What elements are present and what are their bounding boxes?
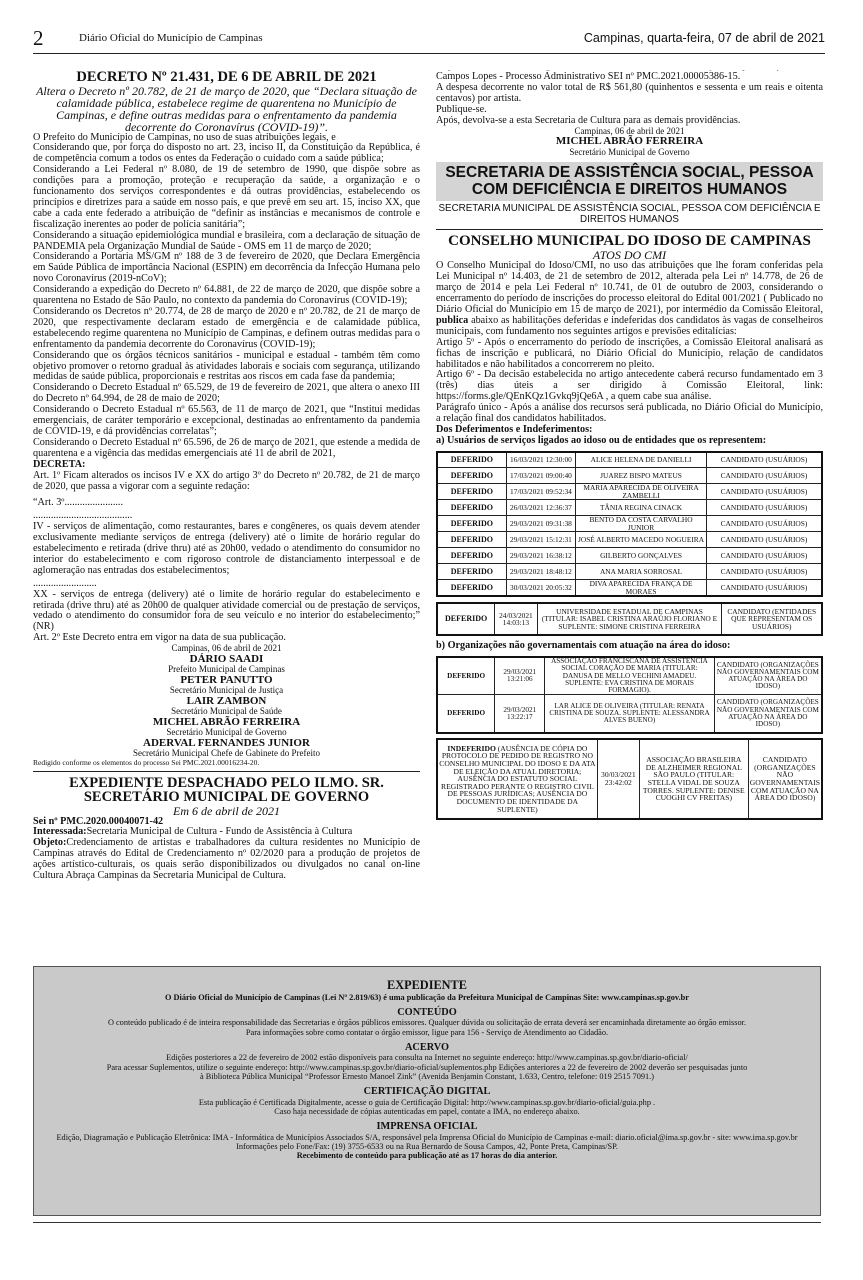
table-row bbox=[437, 468, 822, 484]
status-cell: INDEFERIDO (AUSÊNCIA DE CÓPIA DO PROTOCOLO DE PEDIDO DE REGISTRO NO CONSELHO MUNICIPAL DO IDOSO E DA ATA DE ELEIÇÃO DA ATUAL DIRETORIA; AUSÊNCIA DO ESTATUTO SOCIAL REGISTRADO PERANTE O REGISTRO CIVIL DE PESSOAS JURÍDICAS; AUSÊNCIA DO DOCUMENTO DE IDENTIDADE DA SUPLENTE) bbox=[437, 739, 597, 819]
status-cell: DEFERIDO bbox=[437, 500, 506, 516]
publication-title: Diário Oficial do Município de Campinas bbox=[79, 32, 263, 44]
bottom-rule bbox=[33, 1222, 821, 1223]
signature-name: DÁRIO SAADI bbox=[189, 652, 264, 665]
name-cell: UNIVERSIDADE ESTADUAL DE CAMPINAS (TITULAR: ISABEL CRISTINA ARAÚJO FLORIANO E SUPLENTE: SIMONE CRISTINA FERREIRA bbox=[537, 603, 722, 635]
decree-paragraph: Considerando que os órgãos técnicos sanitários - municipal e estadual - também têm como objetivo promover o retorno gradual às atividades laborais e sociais com segurança, utilizando medidas de saúde pública, proporcionais e restritas aos riscos em cada fase da pandemia; bbox=[33, 349, 420, 383]
name-cell: JUAREZ BISPO MATEUS bbox=[576, 468, 707, 484]
decree-summary: Altera o Decreto nº 20.782, de 21 de março de 2020, que “Declara situação de calamidade pública, estabelece regime de quarentena no Município de Campinas, e define outras medidas para o enfrentamento da pandemia decorrente do Coronavírus (COVID-19)”. bbox=[36, 83, 417, 134]
footer-title: EXPEDIENTE bbox=[387, 978, 467, 992]
date-cell: 29/03/2021 09:31:38 bbox=[506, 516, 575, 532]
table-row bbox=[437, 548, 822, 564]
date-cell: 30/03/2021 23:42:02 bbox=[597, 739, 639, 819]
name-cell: ASSOCIAÇÃO FRANCISCANA DE ASSISTÊNCIA SOCIAL CORAÇÃO DE MARIA (TITULAR: DANUSA DE MELLO VECHINI AMADEU. SUPLENTE: EVA CRISTINA DE MORAIS FORMAGIO). bbox=[545, 657, 714, 695]
conselho-title: CONSELHO MUNICIPAL DO IDOSO DE CAMPINAS bbox=[448, 233, 811, 250]
category-cell: CANDIDATO (USUÁRIOS) bbox=[706, 564, 822, 580]
signature-name: MICHEL ABRÃO FERREIRA bbox=[555, 135, 704, 148]
conselho-paragrafo: Parágrafo único - Após a análise dos recursos será publicada, no Diário Oficial do Município, a relação final dos candidatos habilitados. bbox=[436, 402, 823, 425]
name-cell: LAR ALICE DE OLIVEIRA (TITULAR: RENATA CRISTINA DE SOUZA. SUPLENTE: ALESSANDRA ALVES BUENO) bbox=[545, 695, 714, 733]
expediente-sei: Sei nº PMC.2020.00040071-42 bbox=[33, 815, 164, 827]
decree-paragraph: Considerando que, por força do disposto no art. 23, inciso II, da Constituição da República, é de competência comum a todos os entes da Federação o cuidado com a saúde pública; bbox=[33, 142, 420, 165]
footer-imprensa-heading: IMPRENSA OFICIAL bbox=[376, 1121, 478, 1133]
decree-quote-open: “Art. 3º....................... bbox=[33, 497, 124, 509]
signature-name: ADERVAL FERNANDES JUNIOR bbox=[143, 736, 310, 749]
category-cell: CANDIDATO (USUÁRIOS) bbox=[706, 532, 822, 548]
indeferidos-table bbox=[436, 738, 823, 820]
decree-signatures bbox=[33, 644, 420, 758]
expediente-objeto: Objeto:Credenciamento de artistas e trabalhadores da cultura residentes no Município de Campinas através do Edital de Credenciamento nº 02/2020 para a produção de projetos de ações artístico-culturais, os quais serão disponibilizados ou divulgados no canal on-line Cultura Abraça Campinas da Secretaria Municipal de Cultura. bbox=[33, 837, 420, 882]
name-cell: MARIA APARECIDA DE OLIVEIRA ZAMBELLI bbox=[576, 484, 707, 500]
footer-conteudo-1: O conteúdo publicado é de inteira responsabilidade das Secretarias e órgãos públicos emissores. Qualquer dúvida ou solicitação de errata deverá ser encaminhada diretamente ao órgão emissor. bbox=[107, 1018, 747, 1028]
footer-conteudo-heading: CONTEÚDO bbox=[397, 1006, 457, 1018]
signature-list bbox=[33, 654, 420, 759]
category-cell: CANDIDATO (ORGANIZAÇÕES NÃO GOVERNAMENTAIS COM ATUAÇÃO NA ÁREA DO IDOSO) bbox=[714, 695, 822, 733]
publication-date: Campinas, quarta-feira, 07 de abril de 2021 bbox=[583, 31, 825, 45]
secretaria-subtitle: SECRETARIA MUNICIPAL DE ASSISTÊNCIA SOCIAL, PESSOA COM DEFICIÊNCIA E DIREITOS HUMANOS bbox=[438, 202, 821, 225]
signature-role: Secretário Municipal de Justiça bbox=[169, 685, 284, 696]
decree-dots-1: ....................................... bbox=[33, 510, 133, 522]
name-cell: GILBERTO GONÇALVES bbox=[576, 548, 707, 564]
signature-place: Campinas, 06 de abril de 2021 bbox=[171, 643, 282, 654]
signature-name: LAIR ZAMBON bbox=[186, 694, 267, 707]
table-row bbox=[437, 603, 822, 635]
name-cell: TÂNIA REGINA CINACK bbox=[576, 500, 707, 516]
footer-cert-heading: CERTIFICAÇÃO DIGITAL bbox=[363, 1086, 491, 1098]
page-header bbox=[33, 24, 825, 54]
conselho-art5: Artigo 5º - Após o encerramento do período de inscrições, a Comissão Eleitoral analisará as fichas de inscrição e publicará, no Diário Oficial do Município, relação de candidatos habilitados e não habilitados a concorrerem no pleito. bbox=[436, 336, 823, 370]
decree-paragraph: O Prefeito do Município de Campinas, no uso de suas atribuições legais, e bbox=[33, 131, 336, 143]
name-cell: JOSÉ ALBERTO MACEDO NOGUEIRA bbox=[576, 532, 707, 548]
signature-role: Secretário Municipal de Saúde bbox=[171, 706, 282, 717]
decree-title: DECRETO Nº 21.431, DE 6 DE ABRIL DE 2021 bbox=[76, 70, 377, 85]
name-cell: ANA MARIA SORROSAL bbox=[576, 564, 707, 580]
decree-inciso-iv: IV - serviços de alimentação, como restaurantes, bares e congêneres, os quais devem atender exclusivamente mediante serviços de entrega (delivery) até o limite de horário regular do estabelecimento e retirada (drive thru) até as 20h00, vedado o atendimento do consumidor no interior do estabelecimento e com rigoroso controle de distanciamento interpessoal e de aglomeração nas entradas dos estabelecimentos; bbox=[33, 521, 420, 576]
date-cell: 16/03/2021 12:30:00 bbox=[506, 452, 575, 468]
expediente-p5: Após, devolva-se a esta Secretaria de Cultura para as demais providências. bbox=[436, 114, 741, 126]
expediente-p2: Campos Lopes - Processo Administrativo SEI nº PMC.2021.00005386-15. bbox=[436, 71, 741, 83]
expediente-p3: A despesa decorrente no valor total de R$ 561,80 (quinhentos e sessenta e um reais e oitenta centavos) por artista. bbox=[436, 82, 823, 105]
status-cell: DEFERIDO bbox=[437, 484, 506, 500]
category-cell: CANDIDATO (USUÁRIOS) bbox=[706, 548, 822, 564]
decree-paragraph: Considerando o Decreto Estadual nº 65.563, de 11 de março de 2021, que “Institui medidas emergenciais, de caráter temporário e excepcional, destinadas ao enfrentamento da pandemia de COVID-19, e dá providências correlatas”; bbox=[33, 404, 420, 437]
table-row bbox=[437, 564, 822, 580]
decree-note: Redigido conforme os elementos do processo Sei PMC.2021.00016234-20. bbox=[33, 757, 260, 767]
left-column bbox=[33, 70, 420, 948]
date-cell: 29/03/2021 13:21:06 bbox=[495, 657, 545, 695]
footer-imprensa-2: Recebimento de conteúdo para publicação até as 17 horas do dia anterior. bbox=[296, 1151, 558, 1161]
date-cell: 24/03/2021 14:03:13 bbox=[495, 603, 537, 635]
category-cell: CANDIDATO (ENTIDADES QUE REPRESENTAM OS USUÁRIOS) bbox=[722, 603, 822, 635]
date-cell: 29/03/2021 13:22:17 bbox=[495, 695, 545, 733]
decree-art1: Art. 1º Ficam alterados os incisos IV e XX do artigo 3º do Decreto nº 20.782, de 21 de março de 2020, que passa a vigorar com a seguinte redação: bbox=[33, 469, 420, 492]
name-cell: BENTO DA COSTA CARVALHO JUNIOR bbox=[576, 516, 707, 532]
table-row bbox=[437, 532, 822, 548]
signature-place: Campinas, 06 de abril de 2021 bbox=[574, 125, 685, 136]
signature-name: PETER PANUTTO bbox=[180, 673, 273, 686]
conselho-h3: b) Organizações não governamentais com atuação na área do idoso: bbox=[436, 640, 731, 652]
secretaria-banner: SECRETARIA DE ASSISTÊNCIA SOCIAL, PESSOA COM DEFICIÊNCIA E DIREITOS HUMANOS bbox=[436, 162, 823, 201]
decree-paragraph: Considerando o Decreto Estadual nº 65.529, de 19 de fevereiro de 2021, que altera o anexo III do Decreto nº 64.994, de 28 de maio de 2020; bbox=[33, 382, 420, 405]
entidades-table bbox=[436, 602, 823, 636]
decree-paragraph: Considerando a expedição do Decreto nº 64.881, de 22 de março de 2020, que dispõe sobre a quarentena no Estado de São Paulo, no contexto da pandemia do Coronavírus (COVID-19); bbox=[33, 284, 420, 307]
conselho-subtitle: ATOS DO CMI bbox=[592, 248, 667, 263]
signature-role: Secretário Municipal de Governo bbox=[569, 146, 690, 157]
name-cell: ASSOCIAÇÃO BRASILEIRA DE ALZHEIMER REGIONAL SÃO PAULO (TITULAR: STELLA VIDAL DE SOUZA TORRES. SUPLENTE: DENISE CUOGHI CV FREITAS) bbox=[639, 739, 748, 819]
usuarios-table bbox=[436, 451, 823, 597]
conselho-h2: a) Usuários de serviços ligados ao idoso ou de entidades que os representem: bbox=[436, 434, 767, 446]
table-row bbox=[437, 500, 822, 516]
signature-name: MICHEL ABRÃO FERREIRA bbox=[152, 715, 301, 728]
right-column bbox=[436, 70, 823, 948]
status-cell: DEFERIDO bbox=[437, 516, 506, 532]
name-cell: ALICE HELENA DE DANIELLI bbox=[576, 452, 707, 468]
category-cell: CANDIDATO (ORGANIZAÇÕES NÃO GOVERNAMENTAIS COM ATUAÇÃO NA ÁREA DO IDOSO) bbox=[714, 657, 822, 695]
expediente-signature bbox=[436, 127, 823, 157]
footer-line1: O Diário Oficial do Município de Campinas (Lei Nº 2.819/63) é uma publicação da Prefeitura Municipal de Campinas Site: www.campinas.sp.gov.br bbox=[165, 992, 689, 1002]
category-cell: CANDIDATO (USUÁRIOS) bbox=[706, 468, 822, 484]
signature-role: Secretário Municipal de Governo bbox=[166, 727, 287, 738]
category-cell: CANDIDATO (USUÁRIOS) bbox=[706, 500, 822, 516]
conselho-art6: Artigo 6º - Da decisão estabelecida no artigo antecedente caberá recurso fundamentado em 3 (três) dias úteis a ser dirigido à Comissão Eleitoral, link: https://forms.gle/QEnKQz1Gvkq9jQe6A , a quem cabe sua análise. bbox=[436, 369, 823, 403]
status-cell: DEFERIDO bbox=[437, 452, 506, 468]
expediente-title: EXPEDIENTE DESPACHADO PELO ILMO. SR. SECRETÁRIO MUNICIPAL DE GOVERNO bbox=[69, 774, 384, 806]
footer-acervo-2: Para acessar Suplementos, utilize o seguinte endereço: http://www.campinas.sp.gov.br/diario-oficial/suplementos.php Edições anteriores a 22 de fevereiro de 2002 deverão ser pesquisadas junto à Biblioteca Pública Municipal “Professor Ernesto Manoel Zink” (Avenida Benjamin Constant, 1.633, Centro, telefone: 019 2515 7091.) bbox=[106, 1062, 748, 1081]
status-cell: DEFERIDO bbox=[437, 603, 495, 635]
decree-dots-2: ......................... bbox=[33, 577, 97, 589]
date-cell: 29/03/2021 16:38:12 bbox=[506, 548, 575, 564]
status-cell: DEFERIDO bbox=[437, 695, 495, 733]
date-cell: 29/03/2021 18:48:12 bbox=[506, 564, 575, 580]
decree-inciso-xx: XX - serviços de entrega (delivery) até o limite de horário regular do estabelecimento e retirada (drive thru) até as 20h00 de qualquer atividade comercial ou de prestação de serviços, vedado o atendimento do consumidor fora de seu veículo e no interior do estabelecimento;” (NR) bbox=[33, 588, 420, 633]
status-cell: DEFERIDO bbox=[437, 657, 495, 695]
table-row bbox=[437, 516, 822, 532]
conselho-p1: O Conselho Municipal do Idoso/CMI, no uso das atribuições que lhe foram conferidas pela Lei Municipal nº 14.403, de 21 de setembro de 2012, alterada pela Lei nº 14.778, de 26 de março de 2014 e pela Lei Federal nº 10.741, de 01 de outubro de 2003, considerando o encerramento do período de inscrições do processo eleitoral do Edital 001/2021 ( Publicado no Diário Oficial do Município em 15 de março de 2021), por intermédio da Comissão Eleitoral, publica abaixo as habilitações deferidas e indeferidas dos candidatos às vagas de conselheiros municipais, com fundamento nos seguintes artigos e previsões editalícias: bbox=[436, 260, 823, 337]
category-cell: CANDIDATO (ORGANIZAÇÕES NÃO GOVERNAMENTAIS COM ATUAÇÃO NA ÁREA DO IDOSO) bbox=[748, 739, 822, 819]
expediente-footer bbox=[33, 966, 821, 1216]
date-cell: 30/03/2021 20:05:32 bbox=[506, 580, 575, 596]
status-cell: DEFERIDO bbox=[437, 532, 506, 548]
divider bbox=[33, 771, 420, 772]
table-row bbox=[437, 452, 822, 468]
expediente-date: Em 6 de abril de 2021 bbox=[173, 803, 280, 818]
decree-paragraph: Considerando os Decretos nº 20.774, de 28 de março de 2020 e nº 20.782, de 21 de março de 2020, que respectivamente declaram estado de emergência e de calamidade pública, estabelecendo regime quarentena no Município de Campinas, e definem outras medidas para o enfrentamento da pandemia decorrente do Coronavírus (COVID-19); bbox=[33, 306, 420, 350]
signature-role: Prefeito Municipal de Campinas bbox=[168, 664, 285, 675]
status-cell: DEFERIDO bbox=[437, 564, 506, 580]
table-row bbox=[437, 739, 822, 819]
date-cell: 29/03/2021 15:12:31 bbox=[506, 532, 575, 548]
date-cell: 26/03/2021 12:36:37 bbox=[506, 500, 575, 516]
footer-conteudo-2: Para informações sobre como contatar o órgão emissor, ligue para 156 - Serviço de Atendimento ao Cidadão. bbox=[245, 1027, 609, 1037]
footer-imprensa-1: Edição, Diagramação e Publicação Eletrônica: IMA - Informática de Municípios Associados S/A, responsável pela Imprensa Oficial do Município de Campinas e-mail: diario.oficial@ima.sp.gov.br - site: www.ima.sp.gov.br Informações pelo Fone/Fax: (19) 3755-6533 ou na Rua Bernardo de Sousa Campos, 42, Ponte Preta, Campinas/SP. bbox=[56, 1132, 798, 1152]
decree-paragraph: Considerando a situação epidemiológica mundial e brasileira, com a declaração de situação de PANDEMIA pela Organização Mundial de Saúde - OMS em 11 de março de 2020; bbox=[33, 229, 420, 252]
footer-acervo-1: Edições posteriores a 22 de fevereiro de 2002 estão disponíveis para consulta na Internet no seguinte endereço: http://www.campinas.sp.gov.br/diario-oficial/ bbox=[166, 1053, 688, 1063]
page-number: 2 bbox=[33, 26, 44, 50]
decreta-label: DECRETA: bbox=[33, 458, 86, 470]
decree-paragraph: Considerando a Lei Federal nº 8.080, de 19 de setembro de 1990, que dispõe sobre as condições para a promoção, proteção e recuperação da saúde, a organização e o funcionamento dos serviços correspondentes e dá outras providências, estabelecendo os princípios e diretrizes para a saúde em nosso país, e que prevê em seu art. 15, inciso XX, que cabe a cada ente federado a atribuição de “definir as instâncias e mecanismos de controle e fiscalização inerentes ao poder de polícia sanitária”; bbox=[33, 164, 420, 230]
date-cell: 17/03/2021 09:52:34 bbox=[506, 484, 575, 500]
expediente-p4: Publique-se. bbox=[436, 104, 487, 116]
decree-paragraph: Considerando o Decreto Estadual nº 65.596, de 26 de março de 2021, que estende a medida de quarentena e a vigência das medidas emergenciais até 11 de abril de 2021, bbox=[33, 436, 420, 459]
table-row bbox=[437, 657, 822, 695]
status-cell: DEFERIDO bbox=[437, 580, 506, 596]
signature-role: Secretário Municipal Chefe de Gabinete do Prefeito bbox=[133, 748, 320, 759]
divider bbox=[436, 229, 823, 230]
conselho-h1: Dos Deferimentos e Indeferimentos: bbox=[436, 423, 593, 435]
expediente-interessada: Interessada:Secretaria Municipal de Cultura - Fundo de Assistência à Cultura bbox=[33, 826, 353, 838]
ongs-table bbox=[436, 656, 823, 734]
table-row bbox=[437, 580, 822, 596]
status-cell: DEFERIDO bbox=[437, 548, 506, 564]
decree-paragraph: Considerando a Portaria MS/GM nº 188 de 3 de fevereiro de 2020, que Declara Emergência em Saúde Pública de importância Nacional (ESPIN) em decorrência da Infecção Humana pelo novo Coronavírus (2019-nCoV); bbox=[33, 251, 420, 285]
footer-acervo-heading: ACERVO bbox=[404, 1041, 450, 1053]
decree-art2: Art. 2º Este Decreto entra em vigor na data de sua publicação. bbox=[33, 632, 286, 644]
status-cell: DEFERIDO bbox=[437, 468, 506, 484]
category-cell: CANDIDATO (USUÁRIOS) bbox=[706, 580, 822, 596]
category-cell: CANDIDATO (USUÁRIOS) bbox=[706, 484, 822, 500]
decree-body bbox=[33, 133, 420, 460]
category-cell: CANDIDATO (USUÁRIOS) bbox=[706, 452, 822, 468]
name-cell: DIVA APARECIDA FRANÇA DE MORAES bbox=[576, 580, 707, 596]
category-cell: CANDIDATO (USUÁRIOS) bbox=[706, 516, 822, 532]
table-row bbox=[437, 484, 822, 500]
footer-cert-1: Esta publicação é Certificada Digitalmente, acesse o guia de Certificação Digital: http://www.campinas.sp.gov.br/diario-oficial/guia.php . bbox=[198, 1097, 656, 1107]
footer-cert-2: Caso haja necessidade de cópias autenticadas em papel, contate a IMA, no endereço abaixo. bbox=[274, 1107, 580, 1117]
table-row bbox=[437, 695, 822, 733]
date-cell: 17/03/2021 09:00:40 bbox=[506, 468, 575, 484]
